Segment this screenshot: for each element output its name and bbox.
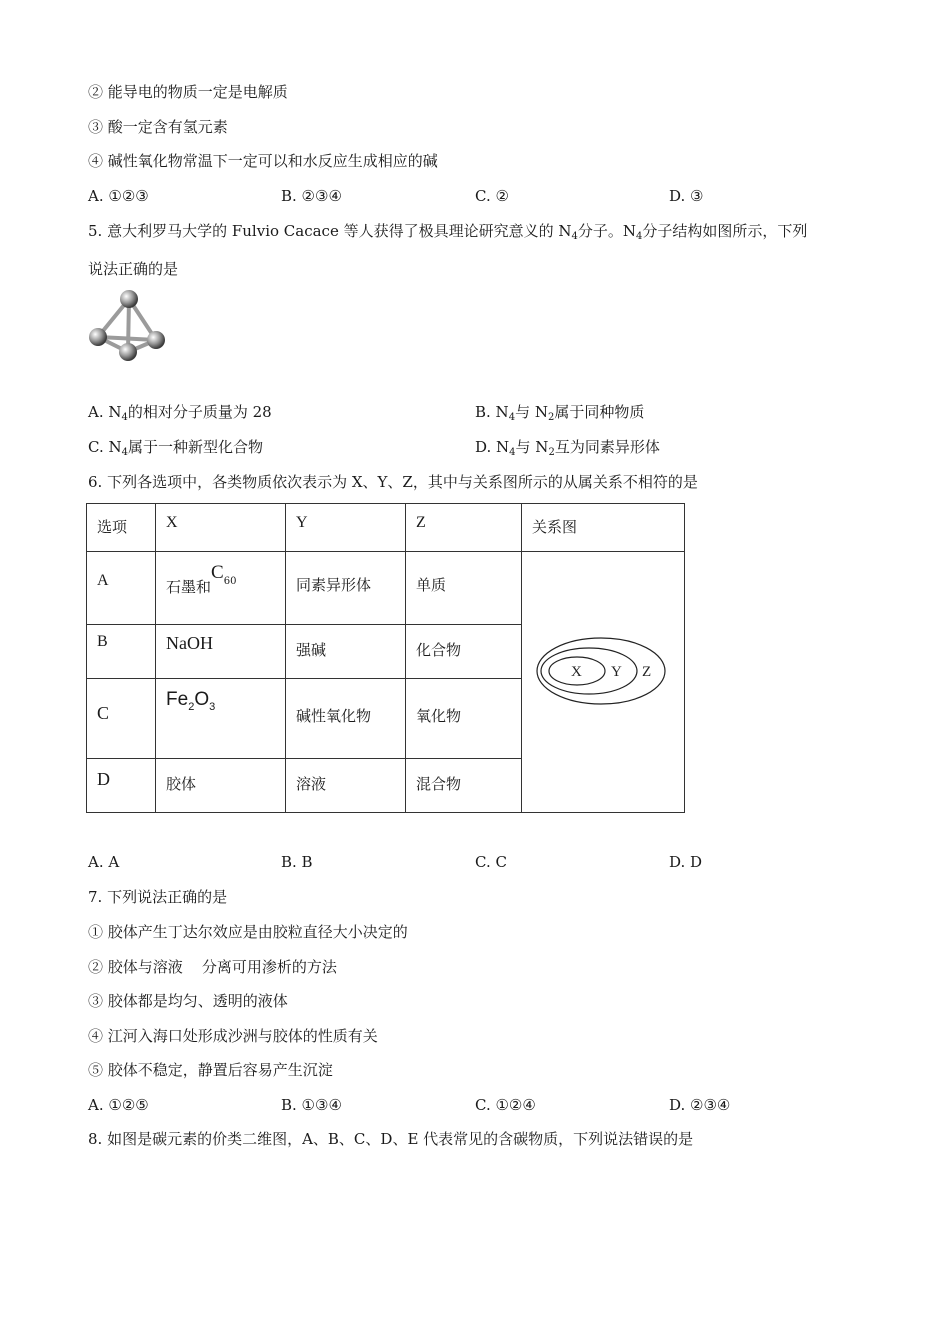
row-a-option: A [97, 572, 109, 589]
row-c-x: $Fe_2O_3$ [166, 689, 216, 713]
row-a-x: 石墨和$C_{60}$ [166, 562, 237, 596]
q6-option-d[interactable]: D. D [669, 853, 703, 871]
q5-option-a[interactable]: A. $N_4$的相对分子质量为 28 [88, 403, 272, 423]
row-d-option: D [97, 769, 110, 789]
q6-option-a[interactable]: A. A [88, 853, 120, 871]
relationship-diagram-cell [522, 552, 685, 813]
q7-statement-4: ④ 江河入海口处形成沙洲与胶体的性质有关 [88, 1027, 378, 1045]
diagram-label-y: Y [611, 664, 622, 680]
q7-statement-3: ③ 胶体都是均匀、透明的液体 [88, 992, 288, 1010]
row-b-y: 强碱 [296, 641, 327, 659]
q6-option-b[interactable]: B. B [281, 853, 313, 871]
row-d-z: 混合物 [416, 775, 462, 793]
statement-4: ④ 碱性氧化物常温下一定可以和水反应生成相应的碱 [88, 152, 438, 170]
row-b-z: 化合物 [416, 641, 462, 659]
q6-table [86, 503, 685, 813]
row-b-option: B [97, 633, 108, 650]
q6-stem: 6. 下列各选项中，各类物质依次表示为 X、Y、Z，其中与关系图所示的从属关系不相符的是 [88, 473, 698, 491]
q7-statement-2: ② 胶体与溶液 分离可用渗析的方法 [88, 958, 337, 976]
row-d-x: 胶体 [166, 775, 197, 793]
diagram-label-z: Z [642, 664, 652, 680]
header-diagram: 关系图 [532, 518, 578, 536]
table-row [87, 552, 685, 625]
row-c-y: 碱性氧化物 [296, 707, 372, 725]
diagram-label-x: X [571, 664, 582, 680]
q4-option-c[interactable]: C. ② [475, 187, 509, 205]
row-c-z: 氧化物 [416, 707, 462, 725]
q7-statement-1: ① 胶体产生丁达尔效应是由胶粒直径大小决定的 [88, 923, 408, 941]
q8-stem: 8. 如图是碳元素的价类二维图，A、B、C、D、E 代表常见的含碳物质，下列说法错误的是 [88, 1130, 694, 1148]
row-d-y: 溶液 [296, 775, 327, 793]
q7-stem: 7. 下列说法正确的是 [88, 888, 228, 906]
q7-option-c[interactable]: C. ①②④ [475, 1096, 536, 1114]
row-a-y: 同素异形体 [296, 576, 372, 594]
q7-option-d[interactable]: D. ②③④ [669, 1096, 731, 1114]
q4-option-d[interactable]: D. ③ [669, 187, 704, 205]
q7-option-b[interactable]: B. ①③④ [281, 1096, 342, 1114]
header-z: Z [416, 514, 426, 531]
row-c-option: C [97, 703, 110, 723]
q5-option-b[interactable]: B. $N_4$与 $N_2$属于同种物质 [475, 403, 645, 423]
q6-option-c[interactable]: C. C [475, 853, 507, 871]
header-y: Y [296, 514, 308, 531]
q4-option-b[interactable]: B. ②③④ [281, 187, 342, 205]
row-b-x: NaOH [166, 633, 213, 653]
row-a-z: 单质 [416, 576, 447, 594]
nested-ellipses-diagram [534, 636, 668, 706]
header-option: 选项 [97, 518, 128, 536]
q5-stem-line2: 说法正确的是 [88, 260, 179, 278]
q4-option-a[interactable]: A. ①②③ [88, 187, 149, 205]
statement-2: ② 能导电的物质一定是电解质 [88, 83, 288, 101]
q5-option-c[interactable]: C. $N_4$属于一种新型化合物 [88, 438, 263, 458]
q5-stem: 5. 意大利罗马大学的 Fulvio Cacace 等人获得了极具理论研究意义的 $N_4$分子。$N_4$分子结构如图所示，下列 [88, 222, 808, 242]
q7-statement-5: ⑤ 胶体不稳定，静置后容易产生沉淀 [88, 1061, 333, 1079]
q5-option-d[interactable]: D. $N_4$与 $N_2$互为同素异形体 [475, 438, 660, 458]
statement-3: ③ 酸一定含有氢元素 [88, 118, 228, 136]
n4-molecule-image [86, 288, 168, 364]
q7-option-a[interactable]: A. ①②⑤ [88, 1096, 149, 1114]
header-x: X [166, 514, 178, 531]
